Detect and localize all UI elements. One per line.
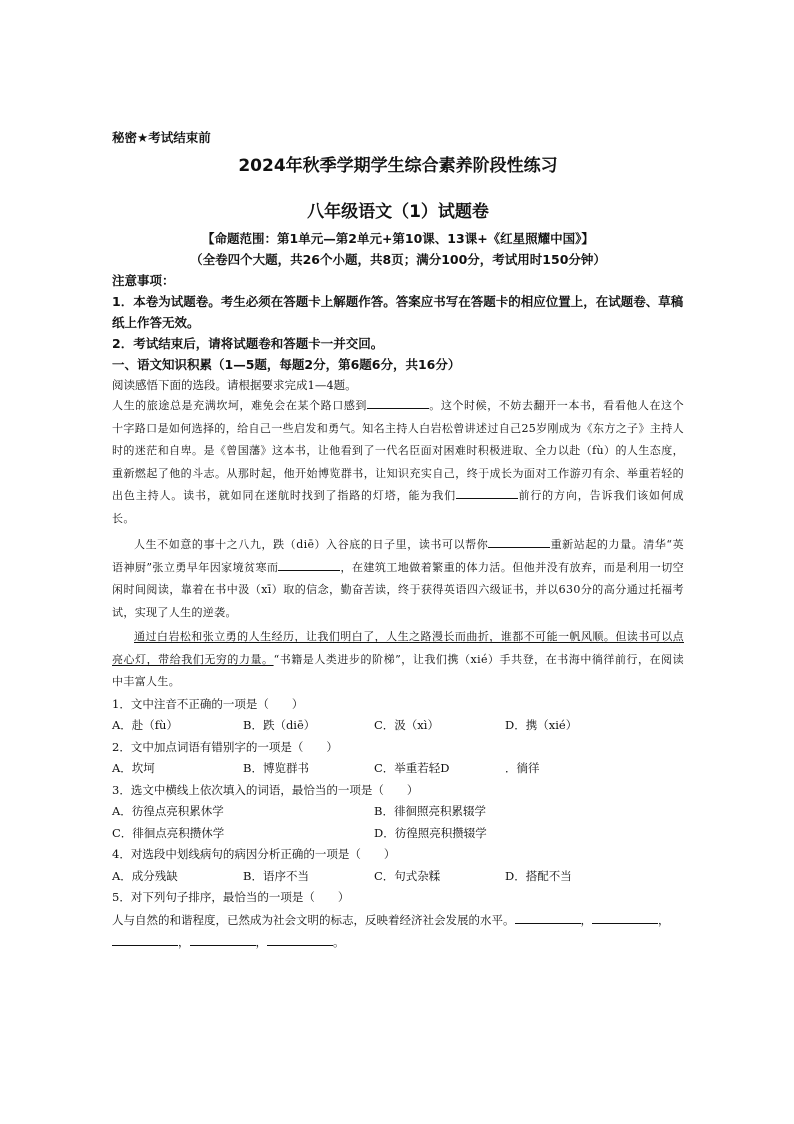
question-4-stem: 4．对选段中划线病句的病因分析正确的一项是（ ） bbox=[112, 847, 396, 861]
answer-blank[interactable] bbox=[267, 934, 333, 946]
exam-subtitle: 八年级语文（1）试题卷 bbox=[307, 202, 489, 222]
notes-item-1: 1．本卷为试题卷。考生必须在答题卡上解题作答。答案应书写在答题卡的相应位置上，在试题卷、草稿纸上作答无效。 bbox=[112, 294, 684, 330]
option-d[interactable]: ．徜徉 bbox=[505, 761, 540, 775]
question-3-options-row-2 bbox=[112, 823, 684, 845]
section-intro: 阅读感悟下面的选段。请根据要求完成1—4题。 bbox=[112, 378, 357, 392]
question-5-stem: 5．对下列句子排序，最恰当的一项是（ ） bbox=[112, 890, 350, 904]
option-c[interactable]: C．句式杂糅 bbox=[374, 868, 441, 883]
answer-blank[interactable] bbox=[456, 487, 518, 499]
option-a[interactable]: A．成分残缺 bbox=[112, 868, 178, 883]
passage-paragraph-2: 人生不如意的事十之八九，跌（diē）入谷底的日子里，读书可以帮你 重新站起的力量。清华“英语神厨”张立勇早年因家境贫寒而 ，在建筑工地做着繁重的体力活。但他并没有放弃，而是利用一切空闲时间阅读，靠着在书中汲（xī）取的信念，勤奋苦读，终于获得英语四六级证书，并以630分的高分通过托福考试，实现了人生的逆袭。 bbox=[112, 538, 685, 619]
question-1-stem: 1．文中注音不正确的一项是（ ） bbox=[112, 696, 304, 711]
answer-blank[interactable] bbox=[488, 536, 550, 548]
question-3-stem: 3．选文中横线上依次填入的词语，最恰当的一项是（ ） bbox=[112, 782, 419, 797]
question-4-options bbox=[112, 866, 684, 888]
notes-item-2: 2．考试结束后，请将试题卷和答题卡一并交回。 bbox=[112, 336, 384, 351]
option-a[interactable]: A．赴（fù） bbox=[112, 718, 178, 732]
passage-paragraph-3: 通过白岩松和张立勇的人生经历，让我们明白了，人生之路漫长而曲折，谁都不可能一帆风顺。但读书可以点亮心灯，带给我们无穷的力量。“书籍是人类进步的阶梯”，让我们携（xié）手共登，在书海中徜徉前行，在阅读中丰富人生。 bbox=[112, 630, 684, 688]
passage-paragraph-1: 人生的旅途总是充满坎坷，难免会在某个路口感到 。这个时候，不妨去翻开一本书，看看他人在这个十字路口是如何选择的，给自己一些启发和勇气。知名主持人白岩松曾讲述过自己25岁刚成为《东方之子》主持人时的迷茫和自卑。是《曾国藩》这本书，让他看到了一代名臣面对困难时积极进取、全力以赴（fù）的人生态度，重新燃起了他的斗志。从那时起，他开始博览群书，让知识充实自己，终于成长为面对工作游刃有余、举重若轻的出色主持人。读书，就如同在迷航时找到了指路的灯塔，能为我们 前行的方向，告诉我们该如何成长。 bbox=[112, 399, 684, 525]
option-c[interactable]: C．举重若轻D bbox=[374, 761, 450, 775]
answer-blank[interactable] bbox=[367, 397, 429, 409]
question-2-stem: 2．文中加点词语有错别字的一项是（ ） bbox=[112, 739, 338, 754]
exam-title: 2024年秋季学期学生综合素养阶段性练习 bbox=[238, 156, 558, 176]
answer-blank[interactable] bbox=[515, 912, 581, 924]
option-a[interactable]: A．坎坷 bbox=[112, 761, 155, 775]
option-b[interactable]: B．博览群书 bbox=[243, 761, 309, 775]
answer-blank[interactable] bbox=[592, 912, 658, 924]
notes-heading: 注意事项： bbox=[112, 273, 175, 288]
answer-blank[interactable] bbox=[278, 559, 340, 571]
question-5-fill-line: 人与自然的和谐程度，已然成为社会文明的标志，反映着经济社会发展的水平。 ， ，， ， 。 bbox=[112, 912, 670, 949]
question-1-options bbox=[112, 715, 684, 737]
underlined-sentence: 通过白岩松和张立勇的人生经历，让我们明白了，人生之路漫长而曲折，谁都不可能一帆风顺。但读书可以点亮心灯，带给我们无穷的力量。 bbox=[112, 630, 684, 666]
option-c[interactable]: C．汲（xì） bbox=[374, 718, 439, 732]
option-d[interactable]: D．携（xié） bbox=[505, 718, 578, 732]
exam-scope: 【命题范围：第1单元—第2单元+第10课、13课+《红星照耀中国》】 bbox=[202, 231, 594, 246]
answer-blank[interactable] bbox=[112, 934, 178, 946]
exam-info: （全卷四个大题，共26个小题，共8页；满分100分，考试用时150分钟） bbox=[190, 252, 606, 267]
option-b[interactable]: B．跌（diē） bbox=[243, 718, 316, 732]
answer-blank[interactable] bbox=[190, 934, 256, 946]
option-d[interactable]: D．搭配不当 bbox=[505, 868, 572, 883]
option-c[interactable]: C．徘徊点亮积攒休学 bbox=[112, 825, 225, 840]
option-a[interactable]: A．彷徨点亮积累休学 bbox=[112, 804, 224, 818]
option-b[interactable]: B．徘徊照亮积累辍学 bbox=[374, 804, 486, 818]
option-d[interactable]: D．彷徨照亮积攒辍学 bbox=[374, 825, 487, 840]
option-b[interactable]: B．语序不当 bbox=[243, 868, 309, 883]
section-heading: 一、语文知识积累（1—5题，每题2分，第6题6分，共16分） bbox=[112, 357, 461, 372]
question-2-options bbox=[112, 758, 684, 780]
question-3-options-row-1 bbox=[112, 801, 684, 823]
exam-page bbox=[112, 128, 684, 953]
confidential-label: 秘密★考试结束前 bbox=[112, 130, 211, 145]
